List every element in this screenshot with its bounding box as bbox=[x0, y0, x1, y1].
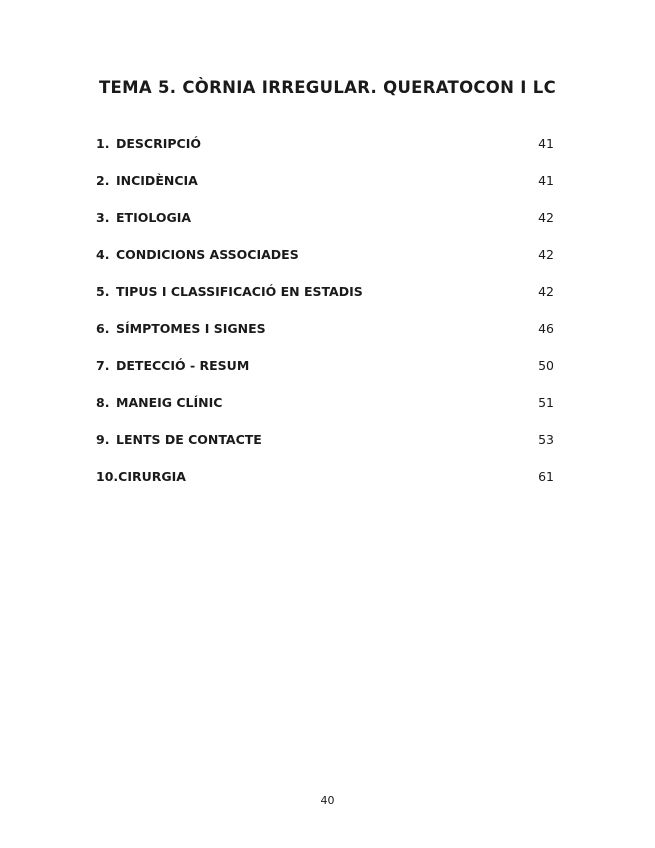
toc-item-deteccio-resum[interactable] bbox=[96, 347, 554, 384]
toc-item-incidencia[interactable] bbox=[96, 162, 554, 199]
toc-item-page: 53 bbox=[538, 431, 554, 447]
toc-entry bbox=[96, 246, 299, 264]
toc-entry bbox=[96, 468, 186, 486]
toc-entry bbox=[96, 135, 201, 153]
toc-item-label: DESCRIPCIÓ bbox=[116, 135, 201, 151]
toc-item-page: 42 bbox=[538, 246, 554, 262]
toc-item-number: 8. bbox=[96, 394, 110, 410]
toc-item-number: 9. bbox=[96, 431, 110, 447]
toc-item-label: ETIOLOGIA bbox=[116, 209, 192, 225]
toc-entry bbox=[96, 394, 222, 412]
toc-item-number: 2. bbox=[96, 172, 110, 188]
toc-item-page: 61 bbox=[538, 468, 554, 484]
toc-item-label: SÍMPTOMES I SIGNES bbox=[116, 320, 266, 336]
toc-item-label: CIRURGIA bbox=[118, 468, 186, 484]
toc-item-cirurgia[interactable] bbox=[96, 458, 554, 495]
toc-item-page: 41 bbox=[538, 172, 554, 188]
toc-item-number: 1. bbox=[96, 135, 110, 151]
toc-item-descripcio[interactable] bbox=[96, 125, 554, 162]
toc-item-page: 42 bbox=[538, 209, 554, 225]
toc-entry bbox=[96, 283, 363, 301]
toc-item-page: 46 bbox=[538, 320, 554, 336]
toc-item-condicions-associades[interactable] bbox=[96, 236, 554, 273]
toc-item-tipus-classificacio[interactable] bbox=[96, 273, 554, 310]
toc-item-number: 10. bbox=[96, 468, 119, 484]
toc-entry bbox=[96, 431, 262, 449]
toc-item-page: 51 bbox=[538, 394, 554, 410]
toc-item-label: LENTS DE CONTACTE bbox=[116, 431, 262, 447]
toc-item-number: 6. bbox=[96, 320, 110, 336]
toc-item-label: DETECCIÓ - RESUM bbox=[116, 357, 250, 373]
toc-item-number: 5. bbox=[96, 283, 110, 299]
toc-item-label: MANEIG CLÍNIC bbox=[116, 394, 223, 410]
toc-item-label: TIPUS I CLASSIFICACIÓ EN ESTADIS bbox=[116, 283, 363, 299]
toc-item-simptomes-signes[interactable] bbox=[96, 310, 554, 347]
toc-item-etiologia[interactable] bbox=[96, 199, 554, 236]
toc-entry bbox=[96, 357, 249, 375]
toc-item-maneig-clinic[interactable] bbox=[96, 384, 554, 421]
toc-item-page: 50 bbox=[538, 357, 554, 373]
page-title: TEMA 5. CÒRNIA IRREGULAR. QUERATOCON I LC bbox=[99, 78, 556, 97]
toc-item-lents-contacte[interactable] bbox=[96, 421, 554, 458]
toc-item-number: 7. bbox=[96, 357, 110, 373]
toc-entry bbox=[96, 320, 266, 338]
toc-item-page: 41 bbox=[538, 135, 554, 151]
toc-item-page: 42 bbox=[538, 283, 554, 299]
page-number: 40 bbox=[320, 794, 335, 807]
toc-entry bbox=[96, 209, 191, 227]
table-of-contents bbox=[96, 125, 554, 495]
toc-entry bbox=[96, 172, 198, 190]
toc-item-number: 4. bbox=[96, 246, 110, 262]
toc-item-number: 3. bbox=[96, 209, 110, 225]
toc-item-label: CONDICIONS ASSOCIADES bbox=[116, 246, 299, 262]
toc-item-label: INCIDÈNCIA bbox=[116, 172, 198, 188]
